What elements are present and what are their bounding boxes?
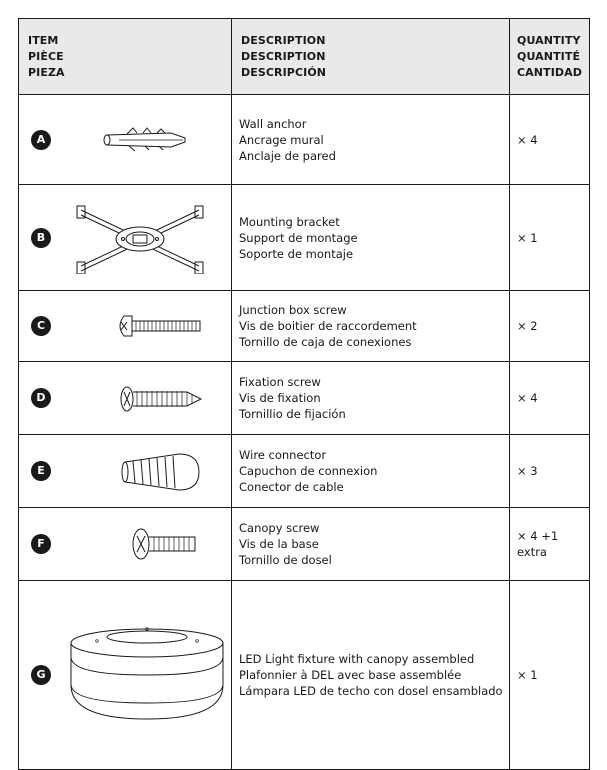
description-cell: Canopy screw Vis de la base Tornillo de dosel [232, 508, 510, 581]
junction-box-screw-icon [114, 313, 204, 339]
quantity-cell: × 1 [510, 185, 590, 291]
description-cell: Fixation screw Vis de fixation Tornillio de fijación [232, 362, 510, 435]
wire-connector-icon [119, 450, 203, 494]
table-row [19, 581, 590, 770]
description-cell: Junction box screw Vis de boitier de raccordement Tornillo de caja de conexiones [232, 291, 510, 362]
led-light-fixture-icon [67, 623, 227, 723]
item-cell [19, 508, 232, 581]
item-cell [19, 435, 232, 508]
description-cell: LED Light fixture with canopy assembled Plafonnier à DEL avec base assemblée Lámpara LED de techo con dosel ensamblado [232, 581, 510, 770]
item-letter-badge: B [31, 228, 51, 248]
quantity-cell: × 4 [510, 362, 590, 435]
parts-table [18, 18, 590, 770]
item-cell [19, 95, 232, 185]
item-cell [19, 581, 232, 770]
item-letter-badge: A [31, 130, 51, 150]
quantity-cell: × 2 [510, 291, 590, 362]
quantity-cell: × 4 [510, 95, 590, 185]
item-letter-badge: C [31, 316, 51, 336]
item-cell [19, 362, 232, 435]
fixation-screw-icon [115, 384, 205, 414]
item-letter-badge: G [31, 665, 51, 685]
quantity-column-header: QUANTITY QUANTITÉ CANTIDAD [510, 19, 590, 95]
quantity-cell: × 1 [510, 581, 590, 770]
description-cell: Wire connector Capuchon de connexion Conector de cable [232, 435, 510, 508]
item-letter-badge: E [31, 461, 51, 481]
item-cell [19, 185, 232, 291]
quantity-cell: × 3 [510, 435, 590, 508]
description-cell: Mounting bracket Support de montage Soporte de montaje [232, 185, 510, 291]
description-column-header: DESCRIPTION DESCRIPTION DESCRIPCIÓN [232, 19, 510, 95]
canopy-screw-icon [129, 527, 199, 561]
item-letter-badge: D [31, 388, 51, 408]
table-row [19, 185, 590, 291]
table-row [19, 435, 590, 508]
table-row [19, 362, 590, 435]
mounting-bracket-icon [59, 202, 221, 274]
table-row [19, 291, 590, 362]
item-letter-badge: F [31, 534, 51, 554]
description-cell: Wall anchor Ancrage mural Anclaje de pared [232, 95, 510, 185]
wall-anchor-icon [99, 125, 199, 155]
item-column-header: ITEM PIÈCE PIEZA [19, 19, 232, 95]
quantity-cell: × 4 +1 extra [510, 508, 590, 581]
table-header-row [19, 19, 590, 95]
item-cell [19, 291, 232, 362]
table-row [19, 95, 590, 185]
table-row [19, 508, 590, 581]
